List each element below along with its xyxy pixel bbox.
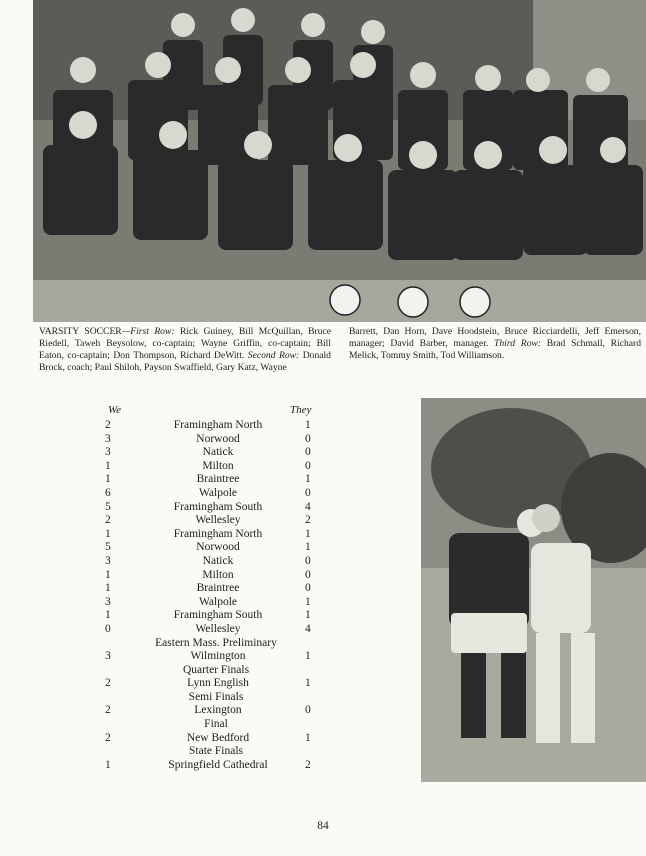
result-row xyxy=(100,555,330,569)
we-score: 3 xyxy=(105,595,111,608)
opponent-name: Lynn English xyxy=(187,677,249,690)
they-score: 2 xyxy=(305,514,311,527)
season-results xyxy=(100,404,330,772)
caption-title: VARSITY SOCCER xyxy=(39,326,122,337)
opponent-name: Braintree xyxy=(196,473,240,486)
they-score: 1 xyxy=(305,419,311,431)
caption-second-row-label: Second Row: xyxy=(244,350,300,362)
we-score: 3 xyxy=(105,650,111,663)
playoff-stage-label: Eastern Mass. Preliminary xyxy=(155,636,277,649)
opponent-name: Framingham South xyxy=(173,609,263,622)
result-row xyxy=(100,460,330,474)
caption-first-row-names: Rick Guiney, Bill McQuillan, Bruce Riedell, Taweh Beysolow, co-captain; Wayne Griffin, co-captain; Bill Eaton, co-captain; Don Thompson, Richard DeWitt. xyxy=(39,326,332,362)
we-score: 2 xyxy=(105,419,111,431)
result-row xyxy=(100,433,330,447)
we-score: 2 xyxy=(105,704,111,717)
playoff-stage-label: Final xyxy=(204,718,228,731)
opponent-name: Framingham North xyxy=(173,527,263,540)
caption-first-row-label: First Row: xyxy=(130,326,175,337)
caption-left-column: VARSITY SOCCER—First Row: Rick Guiney, Bill McQuillan, Bruce Riedell, Taweh Beysolow, co-captain; Wayne Griffin, co-captain; Bill Eaton, co-captain; Don Thompson, Richard DeWitt. Second Row: Donald Brock, coach; Paul Shiloh, Payson Swaffield, Gary Katz, Wayne xyxy=(39,326,332,374)
result-row xyxy=(100,569,330,583)
playoff-result-row xyxy=(100,732,330,746)
regular-season-games xyxy=(100,419,330,637)
result-row xyxy=(100,514,330,528)
opponent-name: Norwood xyxy=(196,541,240,554)
they-column-header: They xyxy=(290,404,312,416)
we-score: 6 xyxy=(105,486,111,499)
opponent-name: Lexington xyxy=(194,704,242,717)
opponent-name: Walpole xyxy=(198,595,238,608)
they-score: 1 xyxy=(305,595,311,608)
they-score: 1 xyxy=(305,731,311,744)
opponent-name: Springfield Cathedral xyxy=(168,758,268,771)
they-score: 0 xyxy=(305,704,311,717)
they-score: 1 xyxy=(305,527,311,540)
we-score: 1 xyxy=(105,758,111,771)
opponent-name: Norwood xyxy=(196,432,240,445)
caption-third-row-label: Third Row: xyxy=(488,338,541,350)
we-score: 2 xyxy=(105,514,111,527)
opponent-name: Framingham South xyxy=(173,500,263,513)
they-score: 1 xyxy=(305,609,311,622)
they-score: 0 xyxy=(305,568,311,581)
we-score: 1 xyxy=(105,609,111,622)
caption-second-row-names: Donald Brock, coach; Paul Shiloh, Payson Swaffield, Gary Katz, Wayne xyxy=(39,350,331,374)
result-row xyxy=(100,419,330,433)
we-score: 1 xyxy=(105,568,111,581)
playoff-result-row xyxy=(100,759,330,773)
we-column-header: We xyxy=(108,404,122,416)
we-score: 1 xyxy=(105,473,111,486)
opponent-name: Wilmington xyxy=(190,650,246,663)
opponent-name: New Bedford xyxy=(186,731,250,744)
they-score: 0 xyxy=(305,459,311,472)
they-score: 1 xyxy=(305,473,311,486)
playoff-games xyxy=(100,637,330,773)
opponent-name: Milton xyxy=(202,568,234,581)
result-row xyxy=(100,582,330,596)
we-score: 5 xyxy=(105,541,111,554)
result-row xyxy=(100,473,330,487)
we-score: 3 xyxy=(105,554,111,567)
opponent-name: Wellesley xyxy=(195,622,241,635)
they-score: 1 xyxy=(305,650,311,663)
they-score: 0 xyxy=(305,554,311,567)
opponent-name: Framingham North xyxy=(173,419,263,431)
playoff-stage-label: Quarter Finals xyxy=(182,663,250,676)
result-row xyxy=(100,609,330,623)
result-row xyxy=(100,623,330,637)
playoff-result-row xyxy=(100,677,330,691)
we-score: 3 xyxy=(105,446,111,459)
we-score: 5 xyxy=(105,500,111,513)
we-score: 2 xyxy=(105,731,111,744)
playoff-result-row xyxy=(100,704,330,718)
caption-right-column xyxy=(349,326,641,362)
result-row xyxy=(100,528,330,542)
caption-third-row-names: Brad Schmall, Richard Melick, Tommy Smith, Tod Williamson. xyxy=(349,338,641,362)
opponent-name: Braintree xyxy=(196,582,240,595)
opponent-name: Milton xyxy=(202,459,234,472)
we-score: 3 xyxy=(105,432,111,445)
opponent-name: Walpole xyxy=(198,486,238,499)
opponent-name: Natick xyxy=(202,554,234,567)
they-score: 1 xyxy=(305,677,311,690)
we-score: 1 xyxy=(105,459,111,472)
result-row xyxy=(100,487,330,501)
they-score: 1 xyxy=(305,541,311,554)
results-header xyxy=(100,404,330,419)
we-score: 2 xyxy=(105,677,111,690)
we-score: 0 xyxy=(105,622,111,635)
result-row xyxy=(100,446,330,460)
page-number: 84 xyxy=(317,820,329,832)
opponent-name: Natick xyxy=(202,446,234,459)
they-score: 4 xyxy=(305,500,311,513)
they-score: 0 xyxy=(305,486,311,499)
they-score: 0 xyxy=(305,432,311,445)
result-row xyxy=(100,596,330,610)
they-score: 0 xyxy=(305,446,311,459)
action-photo xyxy=(421,398,646,782)
they-score: 0 xyxy=(305,582,311,595)
we-score: 1 xyxy=(105,527,111,540)
we-score: 1 xyxy=(105,582,111,595)
playoff-stage-label: State Finals xyxy=(189,745,243,758)
playoff-stage-label: Semi Finals xyxy=(188,690,244,703)
caption-continued-names: Barrett, Dan Horn, Dave Hoodstein, Bruce Ricciardelli, Jeff Emerson, manager; David Barber, manager. xyxy=(349,326,641,350)
team-photo xyxy=(33,0,646,322)
they-score: 2 xyxy=(305,758,311,771)
they-score: 4 xyxy=(305,622,311,635)
result-row xyxy=(100,541,330,555)
playoff-result-row xyxy=(100,650,330,664)
opponent-name: Wellesley xyxy=(195,514,241,527)
result-row xyxy=(100,501,330,515)
